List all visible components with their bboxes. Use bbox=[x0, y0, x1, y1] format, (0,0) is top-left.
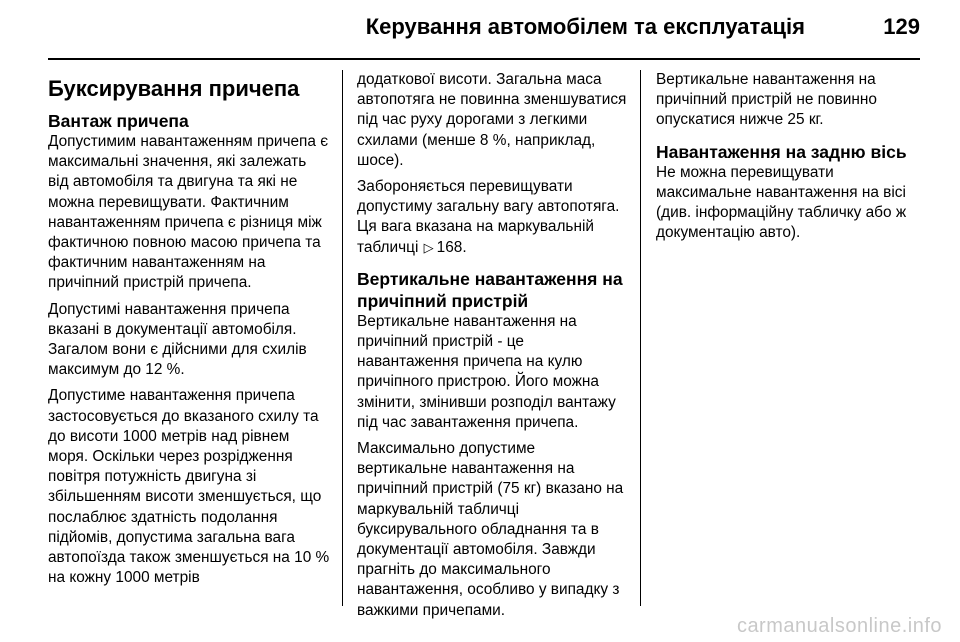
paragraph: Вертикальне навантаження на причіпний пристрій не повинно опускатися нижче 25 кг. bbox=[656, 71, 877, 129]
paragraph: Допустиме навантаження причепа застосовується до вказаного схилу та до висоти 1000 метрів над рівнем моря. Оскільки через розрідження повітря потужність двигуна зі збільшенням висоти зменшується, що послаблює здатність подолання підйомів, допустима загальна вага автопоїзда також зменшується на 10 % на кожну 1000 метрів bbox=[48, 387, 330, 587]
page-reference-arrow-icon: ▷ bbox=[423, 239, 434, 255]
column-3 bbox=[656, 70, 926, 606]
paragraph: Максимально допустиме вертикальне навантаження на причіпний пристрій (75 кг) вказано на маркувальній табличці буксирувального обладнання та в документації автомобіля. Завжди прагніть до максимального навантаження, особливо у випадку з важкими причепами. bbox=[357, 440, 624, 619]
column-1 bbox=[48, 70, 330, 606]
paragraph: додаткової висоти. Загальна маса автопотяга не повинна зменшуватися під час руху дорогами з легкими схилами (менше 8 %, наприклад, шосе). bbox=[357, 71, 627, 169]
watermark: carmanualsonline.info bbox=[736, 615, 942, 637]
trailer-load-title: Вантаж причепа bbox=[48, 111, 189, 131]
column-divider-1 bbox=[342, 70, 343, 606]
page-reference-link[interactable]: 168. bbox=[436, 238, 467, 256]
vertical-load-title: Вертикальне навантаження на причіпний пристрій bbox=[357, 268, 623, 311]
paragraph: Допустимі навантаження причепа вказані в документації автомобіля. Загалом вони є дійсними для схилів максимум до 12 %. bbox=[48, 300, 307, 379]
page-number: 129 bbox=[883, 14, 920, 39]
section-title: Буксирування причепа bbox=[48, 76, 300, 101]
header-title: Керування автомобілем та експлуатація bbox=[365, 14, 805, 39]
column-2 bbox=[357, 70, 627, 619]
column-divider-2 bbox=[640, 70, 641, 606]
paragraph bbox=[357, 177, 627, 258]
rear-axle-load-title: Навантаження на задню вісь bbox=[656, 141, 907, 162]
paragraph: Вертикальне навантаження на причіпний пристрій - це навантаження причепа на кулю причіпного пристрою. Його можна змінити, змінивши розподіл вантажу під час завантаження причепа. bbox=[357, 312, 616, 431]
header-divider bbox=[48, 58, 920, 60]
paragraph: Не можна перевищувати максимальне навантаження на вісі (див. інформаційну табличку або ж документацію авто). bbox=[656, 163, 907, 242]
paragraph: Допустимим навантаженням причепа є максимальні значення, які залежать від автомобіля та двигуна та які не можна перевищувати. Фактичним навантаженням причепа є різниця між фактичною повною масою причепа та фактичним навантаженням на причіпний пристрій причепа. bbox=[48, 133, 329, 292]
paragraph-text: Забороняється перевищувати допустиму загальну вагу автопотяга. Ця вага вказана на маркувальній табличці bbox=[357, 178, 620, 256]
